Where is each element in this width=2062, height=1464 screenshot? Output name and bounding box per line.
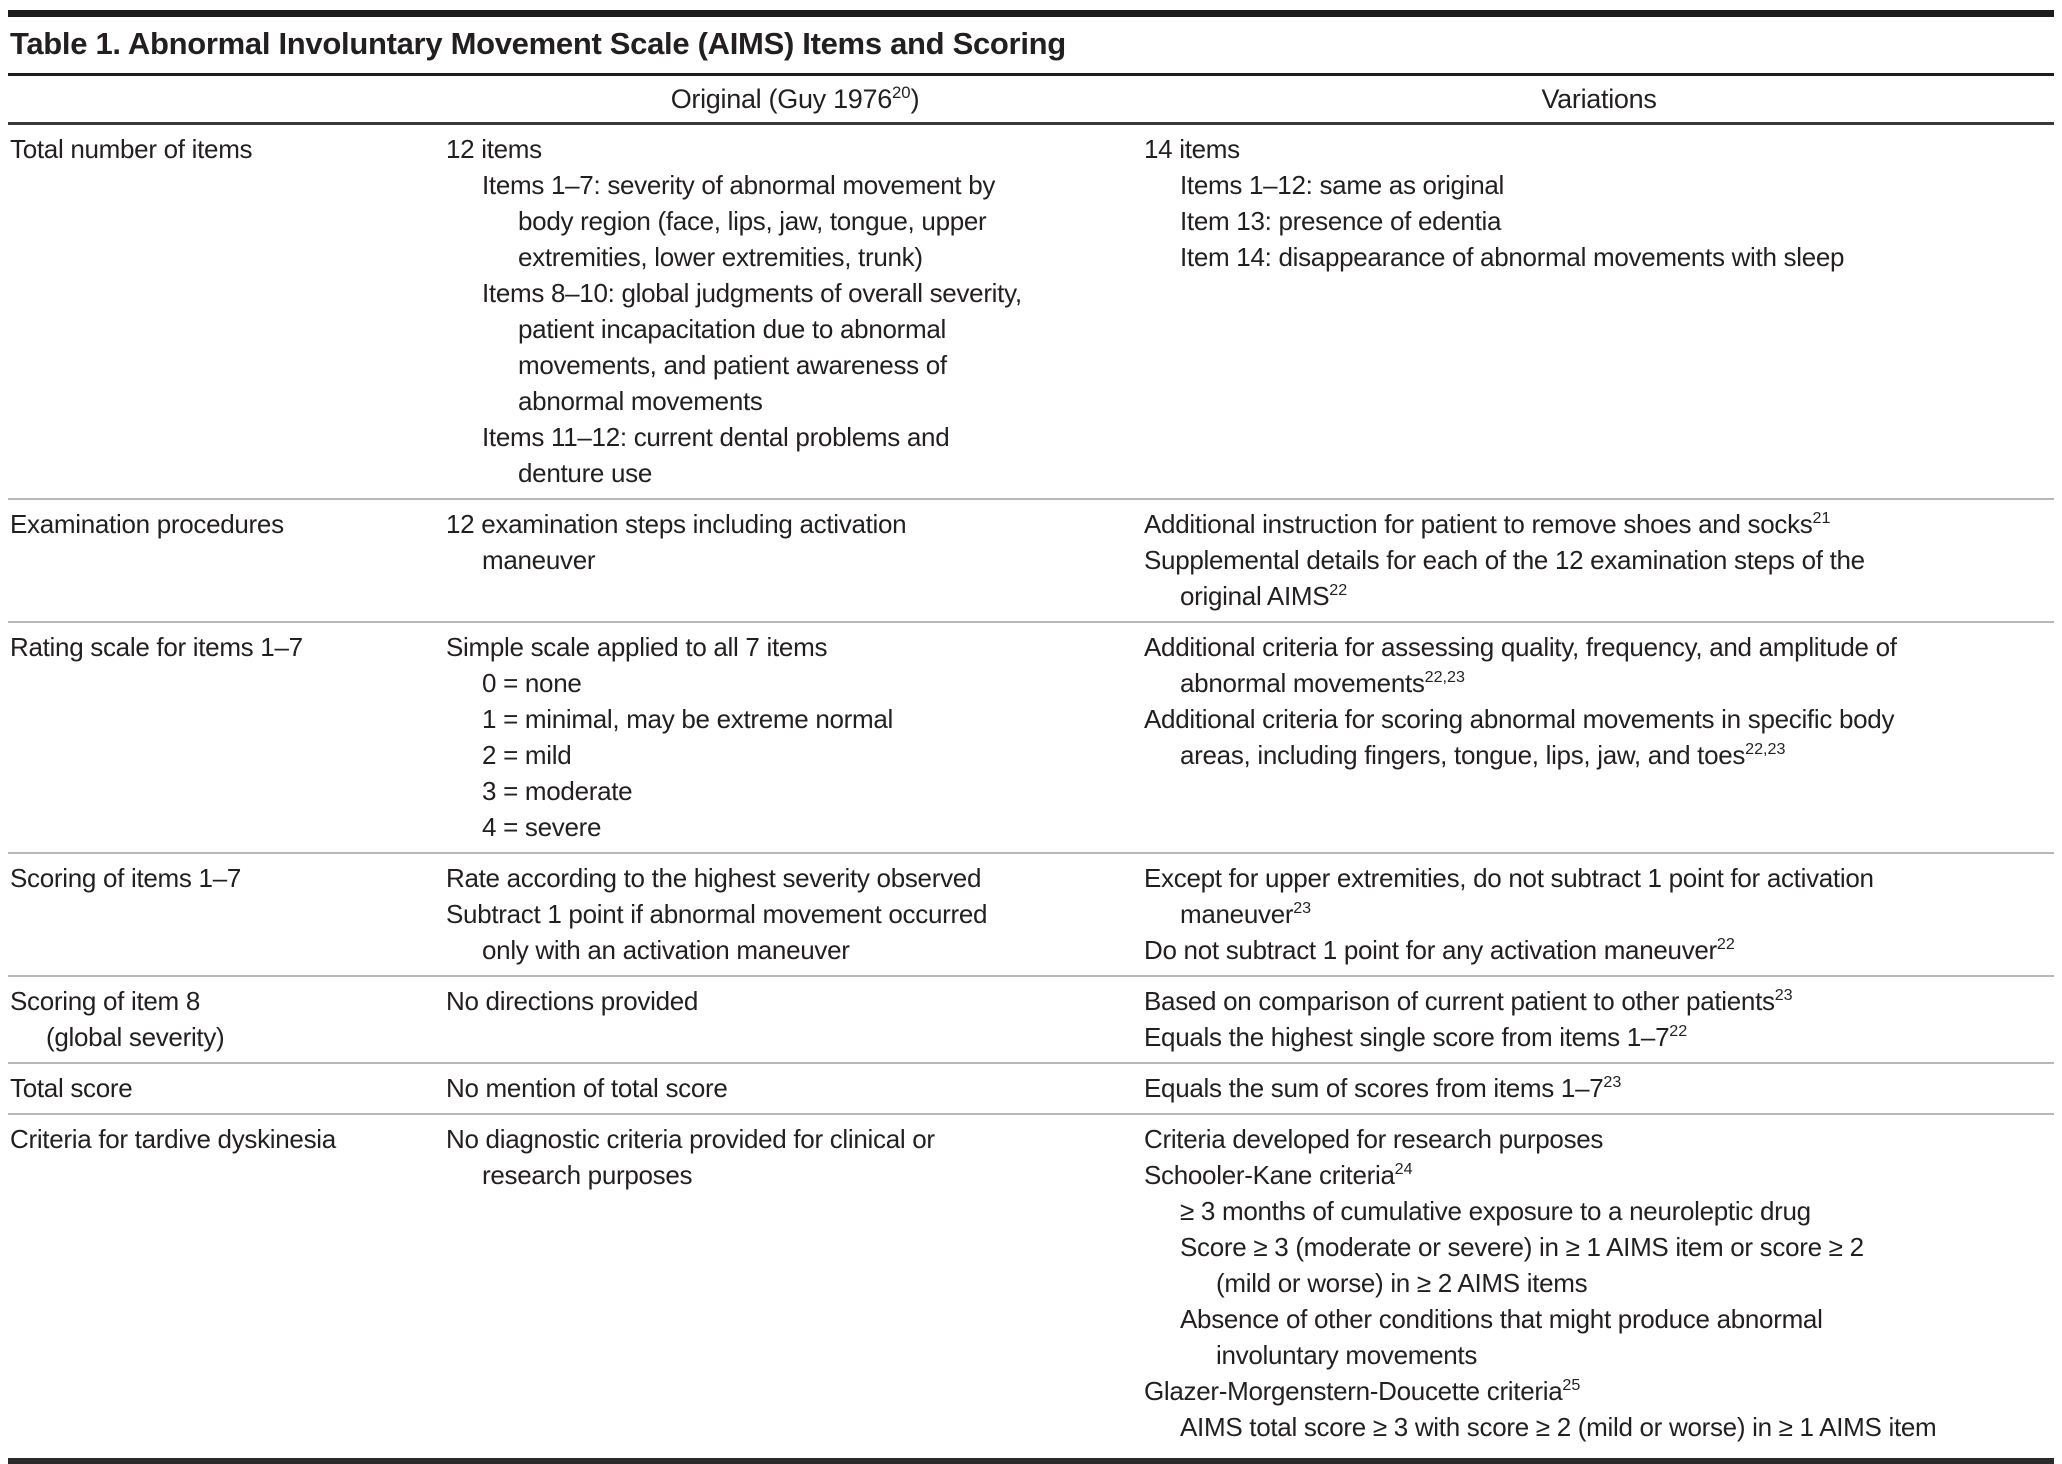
variations-cell <box>1144 131 2054 491</box>
original-cell <box>446 131 1144 491</box>
table-text-line: Criteria for tardive dyskinesia <box>10 1124 336 1154</box>
row-label-cell <box>8 506 446 614</box>
table-text-line: Examination procedures <box>10 509 284 539</box>
table-text-line: body region (face, lips, jaw, tongue, upper <box>518 206 987 236</box>
table-text-line: Simple scale applied to all 7 items <box>446 632 828 662</box>
table-text-line: Total score <box>10 1073 133 1103</box>
table-text-line: maneuver <box>482 545 596 575</box>
original-cell <box>446 860 1144 968</box>
table-text-line: Total number of items <box>10 134 253 164</box>
table-text-line: AIMS total score ≥ 3 with score ≥ 2 (mild or worse) in ≥ 1 AIMS item <box>1180 1412 1937 1442</box>
column-header-variations: Variations <box>1541 84 1657 114</box>
table-text-line: 2 = mild <box>482 740 572 770</box>
table-text-line: abnormal movements$^{22,23}$ <box>1180 668 1465 698</box>
table-text-line: 3 = moderate <box>482 776 633 806</box>
table-text-line: Items 1–12: same as original <box>1180 170 1504 200</box>
table-text-line: Item 13: presence of edentia <box>1180 206 1502 236</box>
table-text-line: patient incapacitation due to abnormal <box>518 314 947 344</box>
column-header-original: Original (Guy 1976$^{20}$) <box>670 82 920 114</box>
table-text-line: ≥ 3 months of cumulative exposure to a neuroleptic drug <box>1180 1196 1811 1226</box>
table-text-line: 1 = minimal, may be extreme normal <box>482 704 894 734</box>
table-text-line: involuntary movements <box>1216 1340 1478 1370</box>
original-cell <box>446 983 1144 1055</box>
table-text-line: Additional criteria for scoring abnormal movements in specific body <box>1144 704 1895 734</box>
table-text-line: movements, and patient awareness of <box>518 350 947 380</box>
table-text-line: denture use <box>518 458 653 488</box>
table-text-line: Equals the highest single score from items $1-7^{22}$ <box>1144 1022 1688 1052</box>
variations-cell <box>1144 983 2054 1055</box>
table-text-line: No diagnostic criteria provided for clinical or <box>446 1124 935 1154</box>
table-row <box>8 621 2054 852</box>
table-row <box>8 498 2054 621</box>
table-text-line: 0 = none <box>482 668 582 698</box>
variations-cell <box>1144 1121 2054 1445</box>
row-label-cell <box>8 1070 446 1106</box>
table-text-line: research purposes <box>482 1160 693 1190</box>
original-cell <box>446 506 1144 614</box>
table-bottom-rule <box>8 1458 2054 1464</box>
column-header-blank <box>8 83 446 115</box>
table-text-line: Additional instruction for patient to remove shoes and socks$^{21}$ <box>1144 509 1831 539</box>
table-text-line: Based on comparison of current patient to other patients$^{23}$ <box>1144 986 1793 1016</box>
table-text-line: No mention of total score <box>446 1073 728 1103</box>
table-text-line: maneuver$^{23}$ <box>1180 899 1312 929</box>
table-text-line: Item 14: disappearance of abnormal movements with sleep <box>1180 242 1845 272</box>
table-text-line: Except for upper extremities, do not subtract 1 point for activation <box>1144 863 1874 893</box>
table-text-line: (global severity) <box>46 1022 225 1052</box>
table-text-line: Do not subtract 1 point for any activation maneuver$^{22}$ <box>1144 935 1735 965</box>
original-cell <box>446 629 1144 845</box>
original-cell <box>446 1070 1144 1106</box>
table-text-line: Rate according to the highest severity observed <box>446 863 982 893</box>
row-label-cell <box>8 131 446 491</box>
table-text-line: (mild or worse) in ≥ 2 AIMS items <box>1216 1268 1588 1298</box>
table-row <box>8 852 2054 975</box>
table-text-line: Supplemental details for each of the 12 examination steps of the <box>1144 545 1865 575</box>
table-text-line: extremities, lower extremities, trunk) <box>518 242 923 272</box>
table-row <box>8 975 2054 1062</box>
table-text-line: Glazer-Morgenstern-Doucette criteria$^{25}$ <box>1144 1376 1581 1406</box>
table-text-line: Score ≥ 3 (moderate or severe) in ≥ 1 AIMS item or score ≥ 2 <box>1180 1232 1864 1262</box>
table-text-line: 12 items <box>446 134 542 164</box>
variations-cell <box>1144 629 2054 845</box>
table-text-line: Scoring of item 8 <box>10 986 200 1016</box>
row-label-cell <box>8 983 446 1055</box>
table-text-line: Scoring of items 1–7 <box>10 863 242 893</box>
variations-cell <box>1144 860 2054 968</box>
table-text-line: Items 8–10: global judgments of overall severity, <box>482 278 1022 308</box>
table-text-line: 4 = severe <box>482 812 602 842</box>
table-top-rule <box>8 10 2054 17</box>
row-label-cell <box>8 860 446 968</box>
table-text-line: Subtract 1 point if abnormal movement occurred <box>446 899 988 929</box>
table-text-line: Additional criteria for assessing quality, frequency, and amplitude of <box>1144 632 1897 662</box>
table-text-line: Criteria developed for research purposes <box>1144 1124 1604 1154</box>
table-text-line: areas, including fingers, tongue, lips, jaw, and toes$^{22,23}$ <box>1180 740 1786 770</box>
variations-cell <box>1144 506 2054 614</box>
table-text-line: Absence of other conditions that might produce abnormal <box>1180 1304 1823 1334</box>
table-title: Table 1. Abnormal Involuntary Movement Scale (AIMS) Items and Scoring <box>10 26 1066 61</box>
table-header-row <box>8 76 2054 122</box>
table-row <box>8 1113 2054 1452</box>
table-text-line: No directions provided <box>446 986 699 1016</box>
table-text-line: Items 1–7: severity of abnormal movement by <box>482 170 996 200</box>
table-row <box>8 1062 2054 1113</box>
row-label-cell <box>8 1121 446 1445</box>
table-text-line: 14 items <box>1144 134 1240 164</box>
row-label-cell <box>8 629 446 845</box>
table-body <box>8 125 2054 1452</box>
original-cell <box>446 1121 1144 1445</box>
table-text-line: 12 examination steps including activation <box>446 509 907 539</box>
table-text-line: original AIMS$^{22}$ <box>1180 581 1348 611</box>
table-text-line: Items 11–12: current dental problems and <box>482 422 950 452</box>
table-text-line: Equals the sum of scores from items $1-7^{23}$ <box>1144 1073 1622 1103</box>
table-text-line: Rating scale for items 1–7 <box>10 632 303 662</box>
variations-cell <box>1144 1070 2054 1106</box>
table-row <box>8 125 2054 498</box>
table-text-line: only with an activation maneuver <box>482 935 850 965</box>
table-text-line: Schooler-Kane criteria$^{24}$ <box>1144 1160 1413 1190</box>
table-text-line: abnormal movements <box>518 386 763 416</box>
